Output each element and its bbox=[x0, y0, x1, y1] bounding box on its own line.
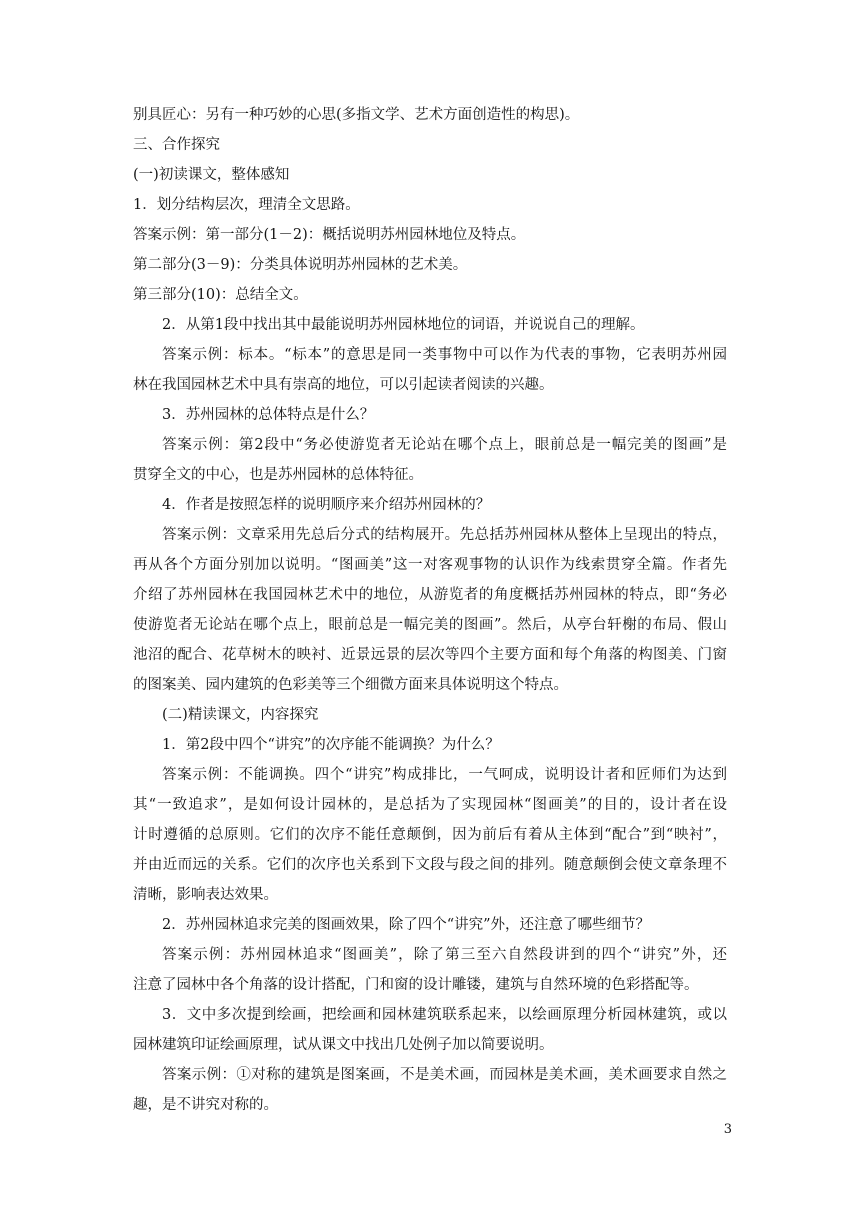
text-line: 第三部分(10)：总结全文。 bbox=[133, 287, 308, 303]
document-body bbox=[133, 100, 727, 1120]
text-line: 园林建筑印证绘画原理，试从课文中找出几处例子加以简要说明。 bbox=[133, 1037, 554, 1053]
text-line: 清晰，影响表达效果。 bbox=[133, 887, 278, 903]
text-line: 林在我国园林艺术中具有崇高的地位，可以引起读者阅读的兴趣。 bbox=[133, 377, 554, 393]
section-heading: 三、合作探究 bbox=[133, 137, 220, 153]
text-line: 的图案美、园内建筑的色彩美等三个细微方面来具体说明这个特点。 bbox=[133, 677, 568, 693]
answer: 答案示例：不能调换。四个“讲究”构成排比，一气呵成，说明设计者和匠师们为达到 bbox=[162, 767, 727, 783]
text-line: 贯穿全文的中心，也是苏州园林的总体特征。 bbox=[133, 467, 423, 483]
question: 2．从第1段中找出其中最能说明苏州园林地位的词语，并说说自己的理解。 bbox=[162, 317, 645, 333]
text-line: 计时遵循的总原则。它们的次序不能任意颠倒，因为前后有着从主体到“配合”到“映衬”， bbox=[133, 827, 727, 843]
question: 3．苏州园林的总体特点是什么？ bbox=[162, 407, 375, 423]
text-line: 池沼的配合、花草树木的映衬、近景远景的层次等四个主要方面和每个角落的构图美、门窗 bbox=[133, 647, 727, 663]
page-number: 3 bbox=[723, 1122, 732, 1137]
subsection-heading: (一)初读课文，整体感知 bbox=[133, 167, 290, 183]
question: 1．第2段中四个“讲究”的次序能不能调换？为什么？ bbox=[162, 737, 500, 753]
text-line: 趣，是不讲究对称的。 bbox=[133, 1097, 278, 1113]
question: 3．文中多次提到绘画，把绘画和园林建筑联系起来，以绘画原理分析园林建筑，或以 bbox=[162, 1007, 727, 1023]
text-line: 再从各个方面分别加以说明。“图画美”这一对客观事物的认识作为线索贯穿全篇。作者先 bbox=[133, 557, 727, 573]
answer: 答案示例：标本。“标本”的意思是同一类事物中可以作为代表的事物，它表明苏州园 bbox=[162, 347, 727, 363]
text-line: 介绍了苏州园林在我国园林艺术中的地位，从游览者的角度概括苏州园林的特点，即“务必 bbox=[133, 587, 727, 603]
subsection-heading: (二)精读课文，内容探究 bbox=[162, 707, 319, 723]
text-line: 并由近而远的关系。它们的次序也关系到下文段与段之间的排列。随意颠倒会使文章条理不 bbox=[133, 857, 727, 873]
answer: 答案示例：第一部分(1－2)：概括说明苏州园林地位及特点。 bbox=[133, 227, 526, 243]
text-line: 使游览者无论站在哪个点上，眼前总是一幅完美的图画”。然后，从亭台轩榭的布局、假山 bbox=[133, 617, 727, 633]
answer: 答案示例：①对称的建筑是图案画，不是美术画，而园林是美术画，美术画要求自然之 bbox=[162, 1067, 727, 1083]
question: 4．作者是按照怎样的说明顺序来介绍苏州园林的？ bbox=[162, 497, 491, 513]
text-line: 第二部分(3－9)：分类具体说明苏州园林的艺术美。 bbox=[133, 257, 468, 273]
text-line: 其“一致追求”，是如何设计园林的，是总括为了实现园林“图画美”的目的，设计者在设 bbox=[133, 797, 727, 813]
answer: 答案示例：文章采用先总后分式的结构展开。先总括苏州园林从整体上呈现出的特点， bbox=[162, 527, 727, 543]
question: 1．划分结构层次，理清全文思路。 bbox=[133, 197, 360, 213]
answer: 答案示例：第2段中“务必使游览者无论站在哪个点上，眼前总是一幅完美的图画”是 bbox=[162, 437, 727, 453]
text-line: 注意了园林中各个角落的设计搭配，门和窗的设计雕镂，建筑与自然环境的色彩搭配等。 bbox=[133, 977, 699, 993]
answer: 答案示例：苏州园林追求“图画美”，除了第三至六自然段讲到的四个“讲究”外，还 bbox=[162, 947, 727, 963]
question: 2．苏州园林追求完美的图画效果，除了四个“讲究”外，还注意了哪些细节？ bbox=[162, 917, 651, 933]
text-line: 别具匠心：另有一种巧妙的心思(多指文学、艺术方面创造性的构思)。 bbox=[133, 107, 580, 123]
